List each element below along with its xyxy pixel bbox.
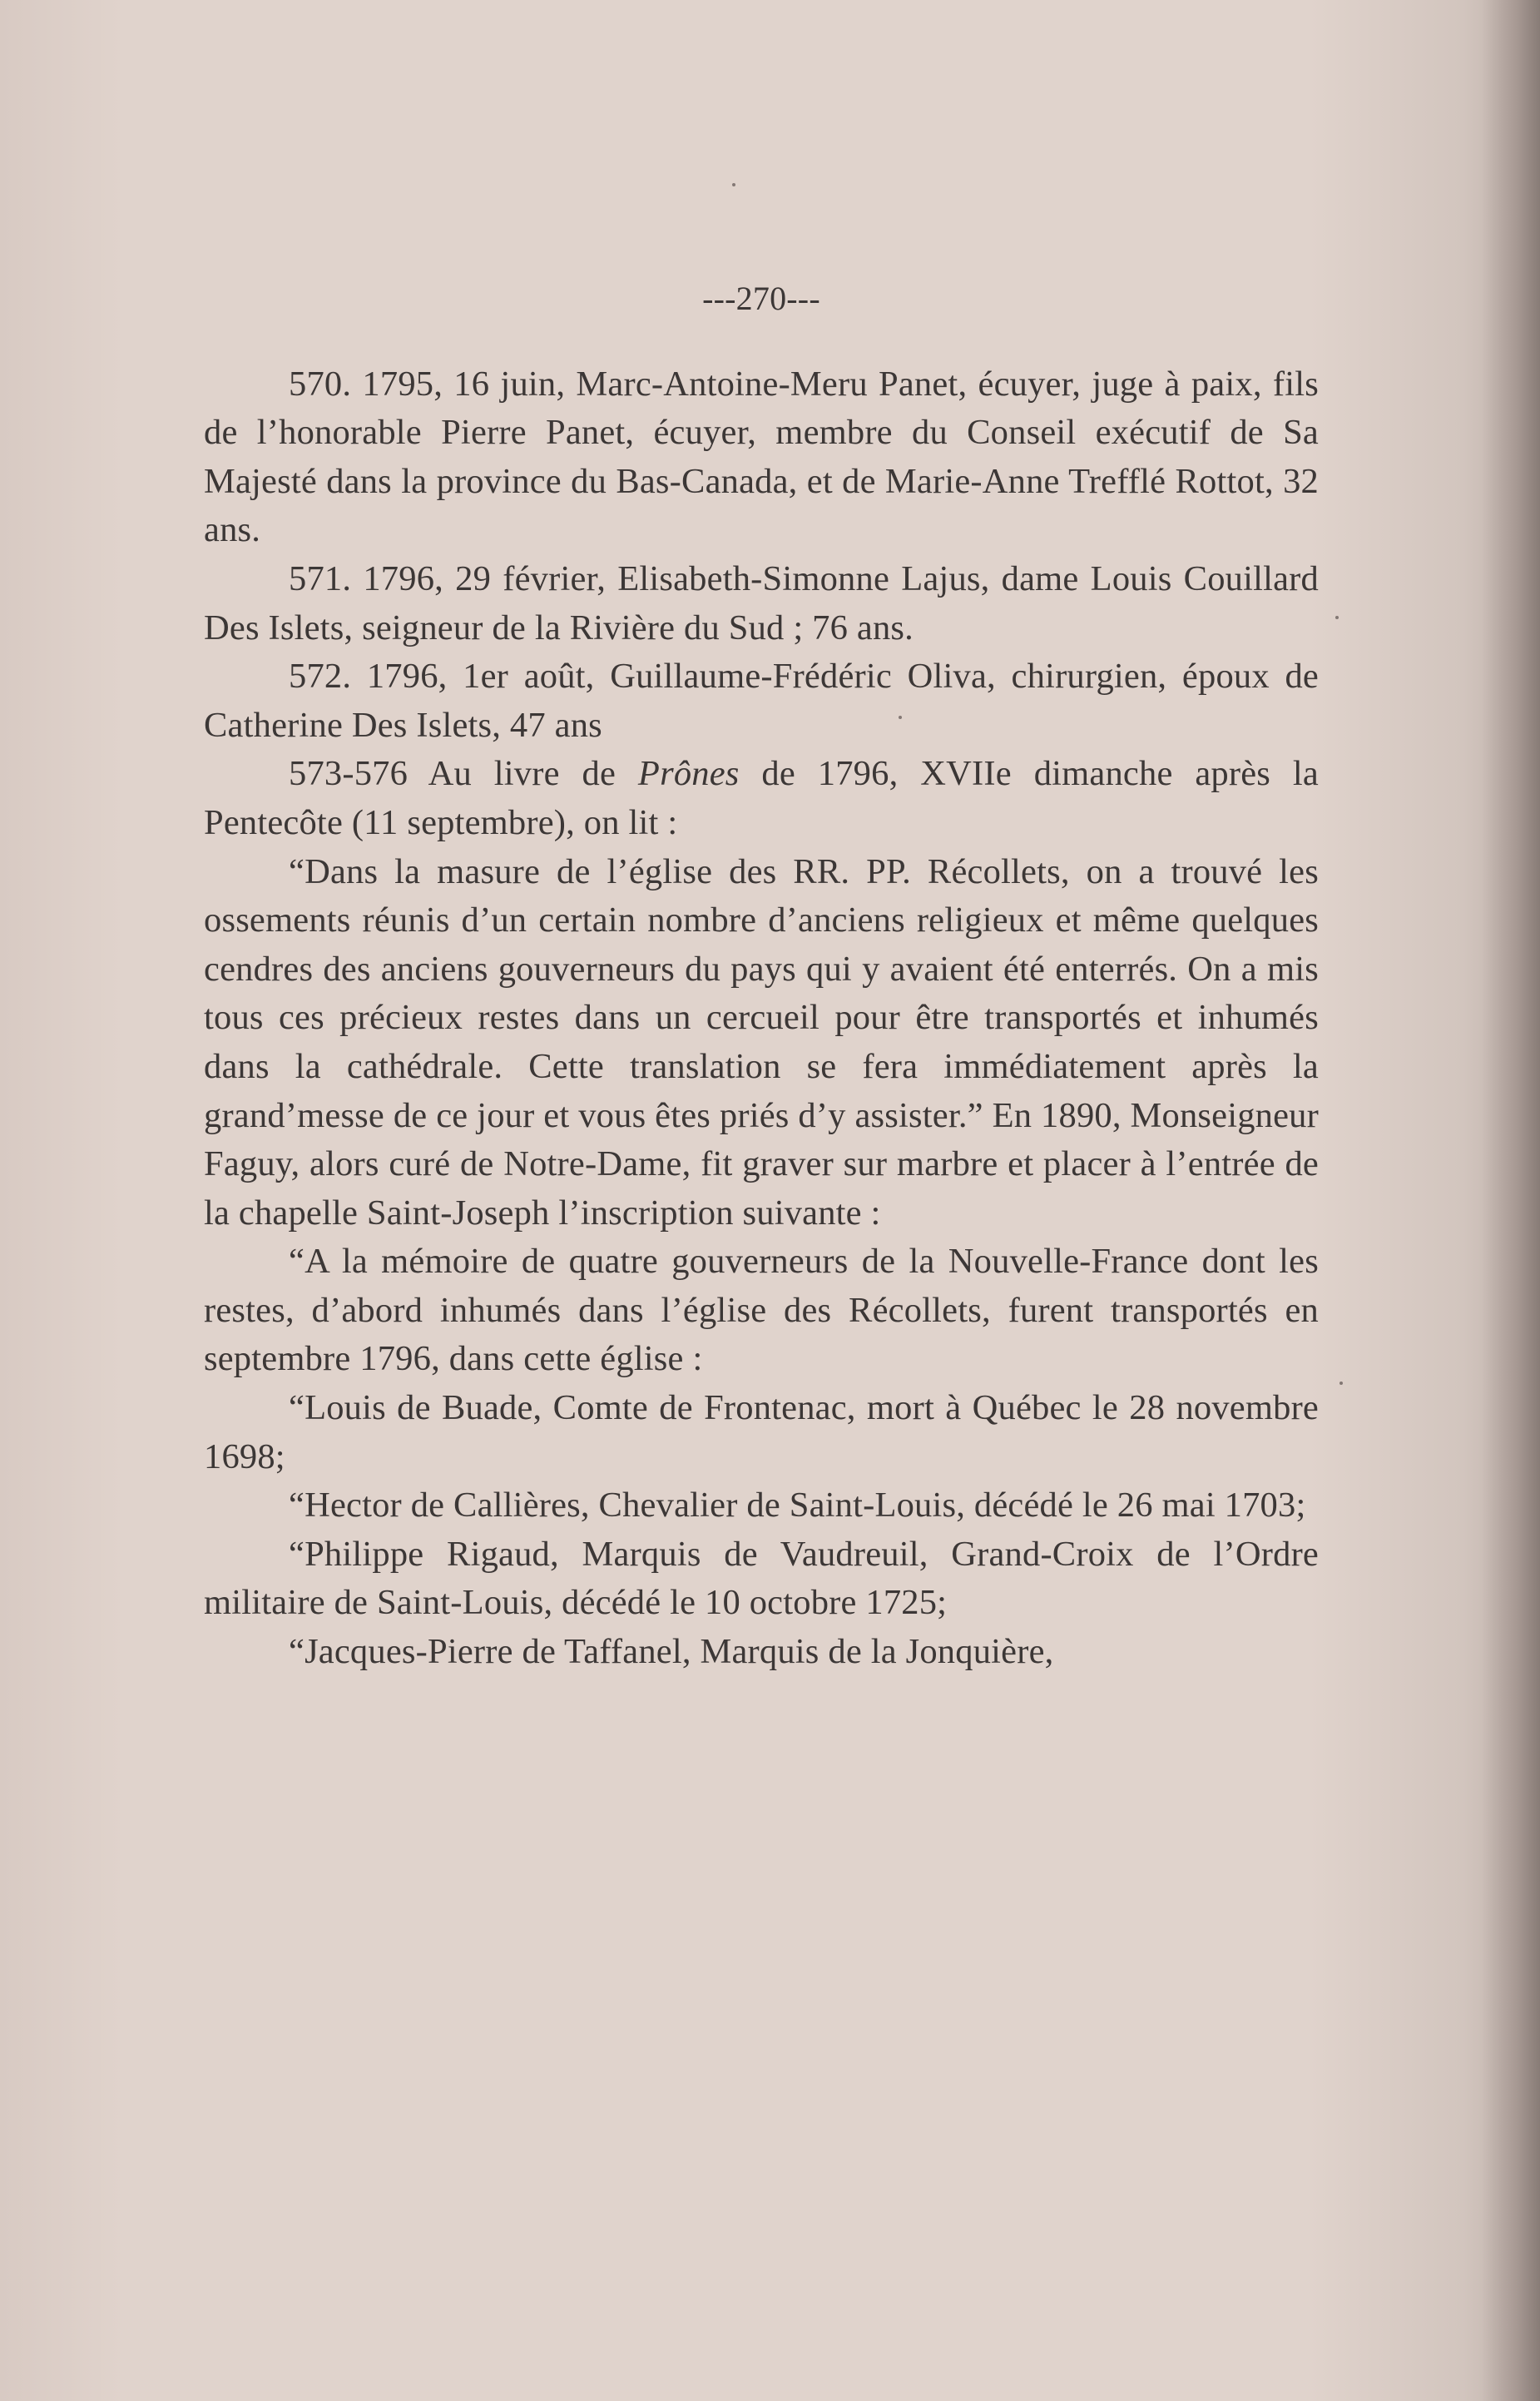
inscription-callieres: “Hector de Callières, Chevalier de Saint-Louis, décédé le 26 mai 1703; [289,1486,1306,1525]
paper-speck [732,183,735,186]
entry-571: 571. 1796, 29 février, Elisabeth-Simonne Lajus, dame Louis Couillard Des Islets, seigneur de la Rivière du Sud ; 76 ans. [204,558,1319,647]
entry-573-576: 573-576 Au livre de Prônes de 1796, XVIIe dimanche après la Pentecôte (11 septembre), on lit : [204,754,1319,842]
inscription-vaudreuil: “Philippe Rigaud, Marquis de Vaudreuil, Grand-Croix de l’Ordre militaire de Saint-Louis, décédé le 10 octobre 1725; [204,1534,1319,1623]
inscription-frontenac: “Louis de Buade, Comte de Frontenac, mort à Québec le 28 novembre 1698; [204,1388,1319,1476]
page-gutter-shadow [1482,0,1540,2401]
page-body [204,275,1319,1677]
page-number: ---270--- [702,280,820,317]
paper-speck [1339,1382,1343,1385]
entry-570: 570. 1795, 16 juin, Marc-Antoine-Meru Panet, écuyer, juge à paix, fils de l’honorable Pierre Panet, écuyer, membre du Conseil exécutif de Sa Majesté dans la province du Bas-Canada, et de Marie-Anne Trefflé Rottot, 32 ans. [204,364,1319,550]
inscription-intro: “A la mémoire de quatre gouverneurs de la Nouvelle-France dont les restes, d’abord inhumés dans l’église des Récollets, furent transportés en septembre 1796, dans cette église : [204,1242,1319,1379]
inscription-jonquiere: “Jacques-Pierre de Taffanel, Marquis de la Jonquière, [289,1632,1054,1672]
book-title-prones: Prônes [637,754,740,794]
paper-speck [1335,616,1339,619]
prone-quotation: “Dans la masure de l’église des RR. PP. Récollets, on a trouvé les ossements réunis d’un certain nombre d’anciens religieux et même quelques cendres des anciens gouverneurs du pays qui y avaient été enterrés. On a mis tous ces précieux restes dans un cercueil pour être transportés et inhumés dans la cathédrale. Cette translation se fera immédiatement après la grand’messe de ce jour et vous êtes priés d’y assister.” En 1890, Monseigneur Faguy, alors curé de Notre-Dame, fit graver sur marbre et placer à l’entrée de la chapelle Saint-Joseph l’inscription suivante : [204,851,1319,1233]
entry-572: 572. 1796, 1er août, Guillaume-Frédéric Oliva, chirurgien, époux de Catherine Des Islets, 47 ans [204,657,1319,745]
